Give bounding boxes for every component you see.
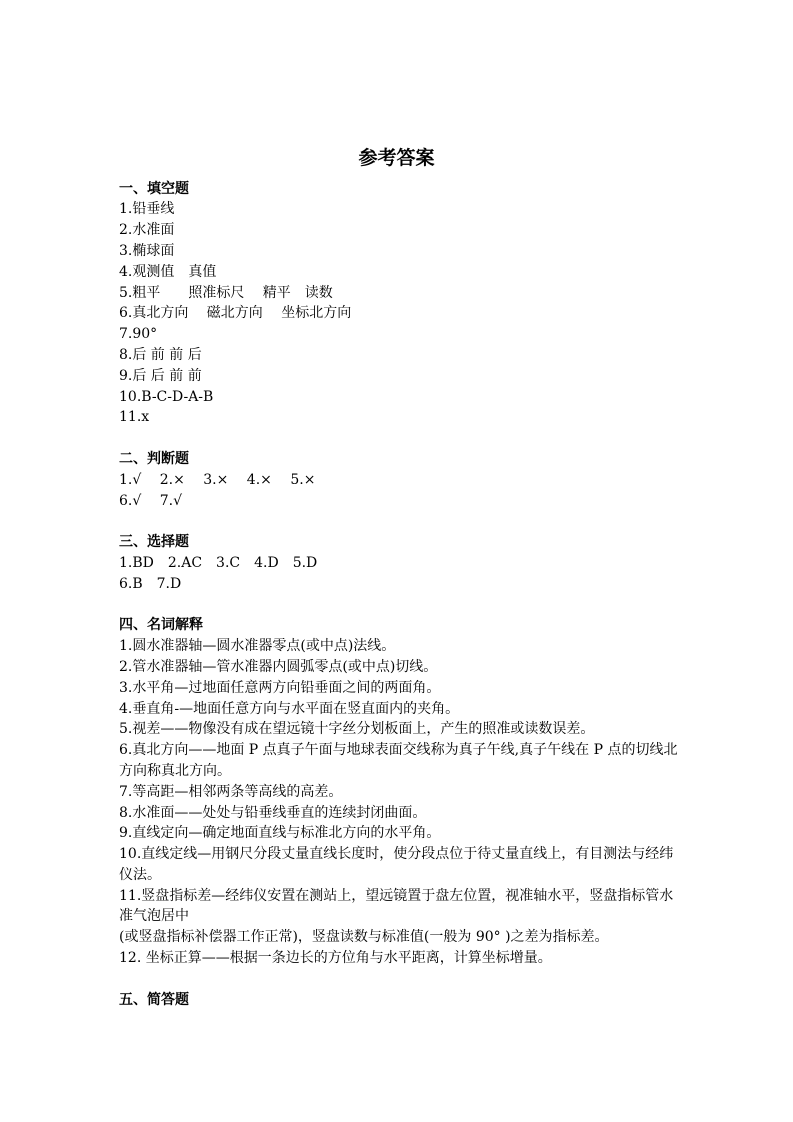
- definition-line: 5.视差——物像没有成在望远镜十字丝分划板面上，产生的照准或读数误差。: [119, 721, 595, 738]
- definition-item: [119, 719, 719, 740]
- section-heading: 二、判断题: [119, 450, 189, 467]
- answer-line: 6.√ 7.√: [119, 492, 183, 509]
- section-heading: 四、名词解释: [119, 617, 203, 634]
- spacer: [119, 511, 719, 532]
- definition-item: [119, 844, 719, 886]
- definition-line: 4.垂直角-—地面任意方向与水平面在竖直面内的夹角。: [119, 700, 460, 717]
- answer-line: 11.x: [119, 409, 150, 426]
- section-fill-blank: [119, 179, 719, 449]
- definition-item: [119, 699, 719, 720]
- answer-line: 6.真北方向 磁北方向 坐标北方向: [119, 305, 352, 322]
- definition-line: 11.竖盘指标差—经纬仪安置在测站上，望远镜置于盘左位置，视准轴水平，竖盘指标管水: [119, 887, 674, 904]
- definition-line: 仪法。: [119, 866, 161, 883]
- answer-line: 8.后 前 前 后: [119, 346, 202, 363]
- answer-line: 9.后 后 前 前: [119, 367, 202, 384]
- spacer: [119, 428, 719, 449]
- section-heading: 五、简答题: [119, 991, 189, 1008]
- definition-item: [119, 740, 719, 782]
- definition-item: [119, 782, 719, 803]
- section-heading: 三、选择题: [119, 534, 189, 551]
- page-title: 参考答案: [358, 147, 435, 169]
- definition-line: 2.管水准器轴—管水准器内圆弧零点(或中点)切线。: [119, 658, 438, 675]
- definition-item: [119, 886, 719, 948]
- definition-line: 7.等高距—相邻两条等高线的高差。: [119, 783, 343, 800]
- definition-line: 3.水平角—过地面任意两方向铅垂面之间的两面角。: [119, 679, 441, 696]
- definition-item: [119, 823, 719, 844]
- definition-line: 8.水准面——处处与铅垂线垂直的连续封闭曲面。: [119, 804, 427, 821]
- section-definitions: [119, 615, 719, 989]
- answer-line: 1.BD 2.AC 3.C 4.D 5.D: [119, 554, 318, 571]
- definition-item: [119, 678, 719, 699]
- definition-line: 10.直线定线—用钢尺分段丈量直线长度时，使分段点位于待丈量直线上，有目测法与经纬: [119, 846, 674, 863]
- definition-line: (或竖盘指标补偿器工作正常)，竖盘读数与标准值(一般为 90° )之差为指标差。: [119, 929, 609, 946]
- definition-line: 12. 坐标正算——根据一条边长的方位角与水平距离，计算坐标增量。: [119, 950, 552, 967]
- definition-line: 方向称真北方向。: [119, 762, 231, 779]
- answer-content: [119, 179, 719, 1011]
- spacer: [119, 595, 719, 616]
- answer-line: 1.√ 2.× 3.× 4.× 5.×: [119, 471, 316, 488]
- definition-line: 6.真北方向——地面 P 点真子午面与地球表面交线称为真子午线,真子午线在 P 点的切线北: [119, 742, 678, 759]
- definition-item: [119, 803, 719, 824]
- section-multiple-choice: [119, 532, 719, 615]
- definition-line: 准气泡居中: [119, 908, 189, 925]
- definition-line: 9.直线定向—确定地面直线与标准北方向的水平角。: [119, 825, 441, 842]
- answer-line: 7.90°: [119, 326, 158, 343]
- definition-item: [119, 948, 719, 969]
- answer-line: 6.B 7.D: [119, 575, 182, 592]
- answer-line: 5.粗平 照准标尺 精平 读数: [119, 284, 333, 301]
- answer-line: 10.B-C-D-A-B: [119, 388, 214, 405]
- section-heading: 一、填空题: [119, 180, 189, 197]
- spacer: [119, 969, 719, 990]
- definition-item: [119, 657, 719, 678]
- section-true-false: [119, 449, 719, 532]
- answer-line: 4.观测值 真值: [119, 263, 217, 280]
- section-short-answer: [119, 990, 719, 1011]
- definition-line: 1.圆水准器轴—圆水准器零点(或中点)法线。: [119, 638, 396, 655]
- answer-line: 3.椭球面: [119, 242, 175, 259]
- answer-line: 1.铅垂线: [119, 201, 175, 218]
- answer-line: 2.水准面: [119, 222, 175, 239]
- definition-item: [119, 636, 719, 657]
